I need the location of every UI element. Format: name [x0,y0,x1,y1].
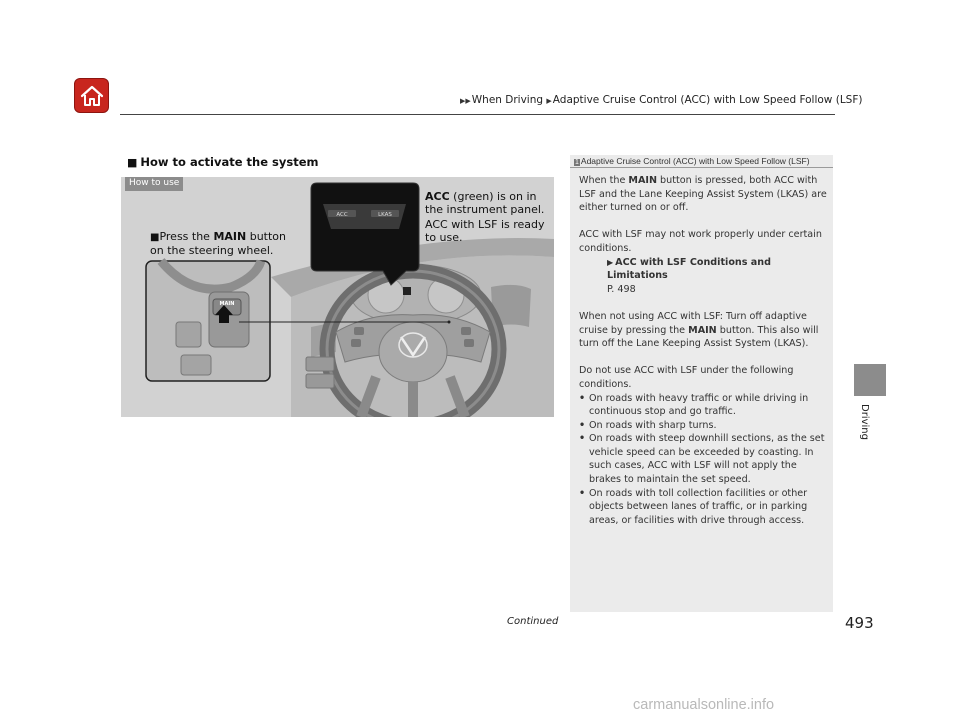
watermark: carmanualsonline.info [633,697,775,713]
list-item: • On roads with steep downhill sections, as the set vehicle speed can be exceeded by coasting. In such cases, ACC with LSF will not apply the brakes to maintain the set speed. [579,432,829,486]
breadcrumb [460,94,862,106]
acc-callout-bold: ACC [425,190,450,203]
main-button-label: MAIN [219,301,235,307]
breadcrumb-item[interactable]: When Driving [471,94,544,106]
chapter-tab-label: Driving [859,404,870,440]
breadcrumb-arrow-icon: ▶▶ [460,97,471,105]
acc-indicator-label: ACC [336,212,348,218]
figure-tag: How to use [125,177,183,191]
note-body [579,174,829,527]
main-callout: ■Press the MAIN button on the steering wheel. [150,230,286,257]
page-number: 493 [845,614,874,632]
acc-callout: ACC (green) is on in the instrument panel. ACC with LSF is ready to use. [425,190,545,244]
list-item: • On roads with toll collection facilities or other objects between lanes of traffic, or in parking areas, or facilities with drive through access. [579,487,829,528]
note-title: 1 Adaptive Cruise Control (ACC) with Low Speed Follow (LSF) [575,156,810,166]
cross-reference-link[interactable]: ▶ ACC with LSF Conditions and Limitations [607,256,771,282]
cross-reference-page[interactable]: P. 498 [607,283,636,295]
header-divider [120,114,835,115]
section-heading: ■ How to activate the system [127,155,319,169]
note-divider [570,167,833,168]
continued-label: Continued [507,616,559,627]
conditions-list [579,392,829,528]
note-paragraph: Do not use ACC with LSF under the following conditions. [579,365,794,390]
list-item: • On roads with heavy traffic or while driving in continuous stop and go traffic. [579,392,829,419]
chapter-tab[interactable] [854,364,886,396]
note-paragraph: When the MAIN button is pressed, both ACC with LSF and the Lane Keeping Assist System (LKAS) are either turned on or off. [579,175,827,214]
list-item: • On roads with sharp turns. [579,419,829,433]
breadcrumb-arrow-icon: ▶ [546,97,552,105]
home-icon[interactable] [75,79,108,112]
note-paragraph: ACC with LSF may not work properly under certain conditions. [579,229,822,254]
reference-arrow-icon: ▶ [607,257,614,267]
square-bullet-icon: ■ [150,232,160,243]
note-paragraph: When not using ACC with LSF: Turn off adaptive cruise by pressing the MAIN button. This also will turn off the Lane Keeping Assist System (LKAS). [579,310,819,350]
breadcrumb-item[interactable]: Adaptive Cruise Control (ACC) with Low Speed Follow (LSF) [552,94,863,106]
square-bullet-icon: ■ [127,156,138,169]
lkas-indicator-label: LKAS [378,212,392,218]
note-marker-icon: 1 [575,159,579,166]
